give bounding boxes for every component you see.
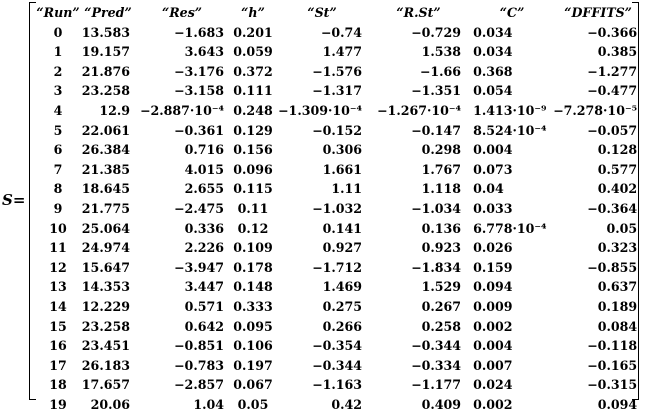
cell-res: −0.851	[174, 338, 224, 354]
cell-c: 1.413·10⁻⁹	[473, 102, 547, 118]
cell-pred: 14.353	[81, 279, 130, 295]
cell-c: 0.073	[473, 161, 513, 177]
cell-st: −0.344	[312, 357, 363, 373]
cell-st: 0.306	[322, 142, 363, 158]
cell-st: 0.141	[322, 220, 363, 236]
cell-rst: −0.344	[411, 338, 462, 354]
table-row	[36, 101, 643, 121]
cell-res: 0.642	[184, 318, 224, 334]
cell-h: 0.201	[233, 24, 273, 40]
cell-run: 18	[49, 377, 67, 393]
table-row	[36, 336, 643, 356]
cell-res: 1.04	[193, 396, 224, 412]
cell-c: 6.778·10⁻⁴	[473, 220, 547, 236]
table-row	[36, 395, 643, 414]
cell-run: 16	[49, 338, 67, 354]
cell-dffits: −0.057	[587, 122, 638, 138]
cell-dffits: −7.278·10⁻⁵	[553, 102, 638, 118]
cell-rst: −1.351	[411, 83, 462, 99]
cell-pred: 26.183	[81, 357, 130, 373]
cell-dffits: 0.189	[597, 298, 638, 314]
table-row	[36, 375, 643, 395]
cell-run: 5	[53, 122, 63, 138]
header-res: “Res”	[161, 5, 203, 20]
cell-res: 0.716	[184, 142, 224, 158]
cell-h: 0.156	[233, 142, 273, 158]
cell-c: 0.034	[473, 24, 513, 40]
table-row	[36, 160, 643, 180]
table-row	[36, 199, 643, 219]
cell-h: 0.11	[237, 200, 269, 216]
cell-st: 0.275	[322, 298, 363, 314]
cell-c: 0.04	[473, 181, 504, 197]
cell-dffits: −0.477	[587, 83, 638, 99]
cell-res: −2.887·10⁻⁴	[139, 102, 224, 118]
cell-rst: −1.834	[411, 259, 462, 275]
cell-h: 0.333	[233, 298, 273, 314]
cell-h: 0.106	[233, 338, 273, 354]
cell-st: −1.163	[312, 377, 363, 393]
cell-rst: −1.267·10⁻⁴	[377, 102, 462, 118]
cell-dffits: 0.637	[597, 279, 638, 295]
cell-run: 15	[49, 318, 67, 334]
cell-run: 3	[53, 83, 63, 99]
table-row	[36, 277, 643, 297]
cell-c: 0.004	[473, 338, 513, 354]
cell-c: 0.007	[473, 357, 513, 373]
cell-run: 4	[53, 102, 63, 118]
cell-pred: 23.258	[81, 318, 130, 334]
cell-rst: 0.409	[421, 396, 462, 412]
cell-dffits: 0.577	[597, 161, 638, 177]
cell-h: 0.109	[233, 240, 273, 256]
cell-c: 0.054	[473, 83, 513, 99]
cell-pred: 12.229	[81, 298, 130, 314]
cell-dffits: 0.402	[597, 181, 638, 197]
cell-run: 14	[49, 298, 67, 314]
header-dffits: “DFFITS”	[564, 5, 632, 20]
cell-dffits: −0.364	[587, 200, 638, 216]
cell-res: 0.571	[184, 298, 224, 314]
cell-pred: 22.061	[81, 122, 130, 138]
cell-st: −0.354	[312, 338, 363, 354]
cell-c: 0.094	[473, 279, 513, 295]
cell-rst: 0.298	[421, 142, 462, 158]
cell-res: 3.447	[184, 279, 224, 295]
header-c: “C”	[499, 5, 525, 20]
cell-rst: 0.923	[421, 240, 462, 256]
cell-res: 2.655	[184, 181, 224, 197]
cell-h: 0.059	[233, 44, 273, 60]
cell-dffits: −0.366	[587, 24, 638, 40]
cell-dffits: −0.165	[587, 357, 638, 373]
cell-run: 12	[49, 259, 67, 275]
cell-pred: 21.385	[81, 161, 130, 177]
cell-c: 0.034	[473, 44, 513, 60]
cell-st: −1.309·10⁻⁴	[278, 102, 363, 118]
cell-pred: 18.645	[81, 181, 130, 197]
cell-res: −0.783	[174, 357, 224, 373]
cell-res: 2.226	[184, 240, 224, 256]
cell-h: 0.248	[233, 102, 273, 118]
cell-rst: −1.177	[411, 377, 462, 393]
cell-pred: 19.157	[81, 44, 130, 60]
cell-st: 1.11	[331, 181, 363, 197]
header-pred: “Pred”	[84, 5, 132, 20]
matrix-body	[36, 23, 643, 414]
cell-h: 0.111	[233, 83, 273, 99]
table-row	[36, 219, 643, 239]
cell-rst: 1.118	[421, 181, 462, 197]
cell-rst: 0.267	[421, 298, 462, 314]
cell-h: 0.148	[233, 279, 273, 295]
cell-res: −3.158	[174, 83, 224, 99]
cell-rst: −0.147	[411, 122, 462, 138]
cell-pred: 25.064	[81, 220, 130, 236]
cell-pred: 13.583	[81, 24, 130, 40]
cell-run: 7	[53, 161, 63, 177]
cell-c: 0.002	[473, 318, 513, 334]
table-row	[36, 297, 643, 317]
cell-h: 0.197	[233, 357, 273, 373]
cell-st: −1.317	[312, 83, 363, 99]
cell-h: 0.178	[233, 259, 273, 275]
cell-h: 0.05	[237, 396, 269, 412]
cell-h: 0.372	[233, 63, 273, 79]
cell-run: 19	[49, 396, 67, 412]
cell-run: 6	[53, 142, 63, 158]
cell-st: 0.42	[331, 396, 363, 412]
cell-st: −1.032	[312, 200, 363, 216]
table-row	[36, 179, 643, 199]
cell-c: 0.033	[473, 200, 513, 216]
cell-pred: 21.876	[81, 63, 130, 79]
cell-res: −0.361	[174, 122, 224, 138]
cell-dffits: 0.084	[597, 318, 638, 334]
matrix-label	[2, 191, 25, 209]
header-h: “h”	[241, 5, 265, 20]
cell-pred: 20.06	[90, 396, 130, 412]
cell-res: −3.947	[174, 259, 224, 275]
cell-dffits: 0.323	[597, 240, 638, 256]
cell-pred: 26.384	[81, 142, 130, 158]
cell-dffits: −0.118	[587, 338, 638, 354]
cell-c: 0.024	[473, 377, 513, 393]
cell-pred: 15.647	[81, 259, 130, 275]
table-row	[36, 42, 643, 62]
cell-h: 0.067	[233, 377, 273, 393]
cell-c: 0.159	[473, 259, 513, 275]
cell-pred: 12.9	[99, 102, 130, 118]
cell-run: 2	[53, 63, 63, 79]
cell-run: 1	[53, 44, 63, 60]
cell-st: 0.927	[322, 240, 363, 256]
cell-res: −3.176	[174, 63, 224, 79]
cell-c: 0.026	[473, 240, 513, 256]
table-row	[36, 140, 643, 160]
equals-sign: =	[12, 191, 26, 209]
cell-res: 3.643	[184, 44, 224, 60]
cell-h: 0.12	[237, 220, 269, 236]
cell-dffits: −1.277	[587, 63, 638, 79]
cell-rst: 1.538	[421, 44, 462, 60]
cell-res: −1.683	[174, 24, 224, 40]
cell-run: 11	[49, 240, 67, 256]
table-row	[36, 258, 643, 278]
table-row	[36, 238, 643, 258]
cell-rst: −0.729	[411, 24, 462, 40]
cell-st: −1.576	[312, 63, 363, 79]
cell-st: −0.152	[312, 122, 363, 138]
cell-dffits: −0.315	[587, 377, 638, 393]
table-row	[36, 23, 643, 43]
cell-pred: 23.258	[81, 83, 130, 99]
cell-rst: 0.136	[421, 220, 462, 236]
cell-res: 0.336	[184, 220, 224, 236]
cell-res: 4.015	[184, 161, 224, 177]
cell-dffits: 0.05	[606, 220, 638, 236]
cell-h: 0.115	[233, 181, 273, 197]
cell-dffits: −0.855	[587, 259, 638, 275]
cell-run: 0	[53, 24, 63, 40]
cell-c: 0.002	[473, 396, 513, 412]
cell-dffits: 0.385	[597, 44, 638, 60]
cell-st: −1.712	[312, 259, 363, 275]
cell-h: 0.095	[233, 318, 273, 334]
header-st: “St”	[307, 5, 337, 20]
cell-st: 1.661	[322, 161, 363, 177]
cell-res: −2.857	[174, 377, 224, 393]
cell-rst: 1.529	[421, 279, 462, 295]
cell-h: 0.096	[233, 161, 273, 177]
cell-c: 0.368	[473, 63, 513, 79]
cell-rst: −0.334	[411, 357, 462, 373]
cell-c: 8.524·10⁻⁴	[473, 122, 547, 138]
cell-run: 9	[53, 200, 63, 216]
table-row	[36, 81, 643, 101]
cell-rst: 1.767	[421, 161, 462, 177]
cell-run: 17	[49, 357, 67, 373]
cell-run: 10	[49, 220, 67, 236]
cell-rst: 0.258	[421, 318, 462, 334]
cell-st: 1.469	[322, 279, 363, 295]
cell-st: 0.266	[322, 318, 363, 334]
table-row	[36, 356, 643, 376]
cell-rst: −1.66	[419, 63, 462, 79]
cell-c: 0.004	[473, 142, 513, 158]
header-rst: “R.St”	[396, 5, 441, 20]
header-run: “Run”	[36, 5, 80, 20]
matrix-symbol: S	[2, 191, 13, 209]
cell-c: 0.009	[473, 298, 513, 314]
cell-st: 1.477	[322, 44, 363, 60]
table-row	[36, 62, 643, 82]
matrix-table	[36, 3, 643, 414]
cell-rst: −1.034	[411, 200, 462, 216]
cell-pred: 21.775	[81, 200, 130, 216]
cell-dffits: 0.094	[597, 396, 638, 412]
cell-st: −0.74	[320, 24, 363, 40]
cell-pred: 23.451	[81, 338, 130, 354]
cell-dffits: 0.128	[597, 142, 638, 158]
table-row	[36, 317, 643, 337]
header-row	[36, 3, 643, 23]
cell-run: 13	[49, 279, 67, 295]
cell-run: 8	[53, 181, 63, 197]
cell-h: 0.129	[233, 122, 273, 138]
table-row	[36, 121, 643, 141]
left-bracket	[29, 2, 36, 400]
cell-res: −2.475	[174, 200, 224, 216]
cell-pred: 17.657	[81, 377, 130, 393]
cell-pred: 24.974	[81, 240, 130, 256]
